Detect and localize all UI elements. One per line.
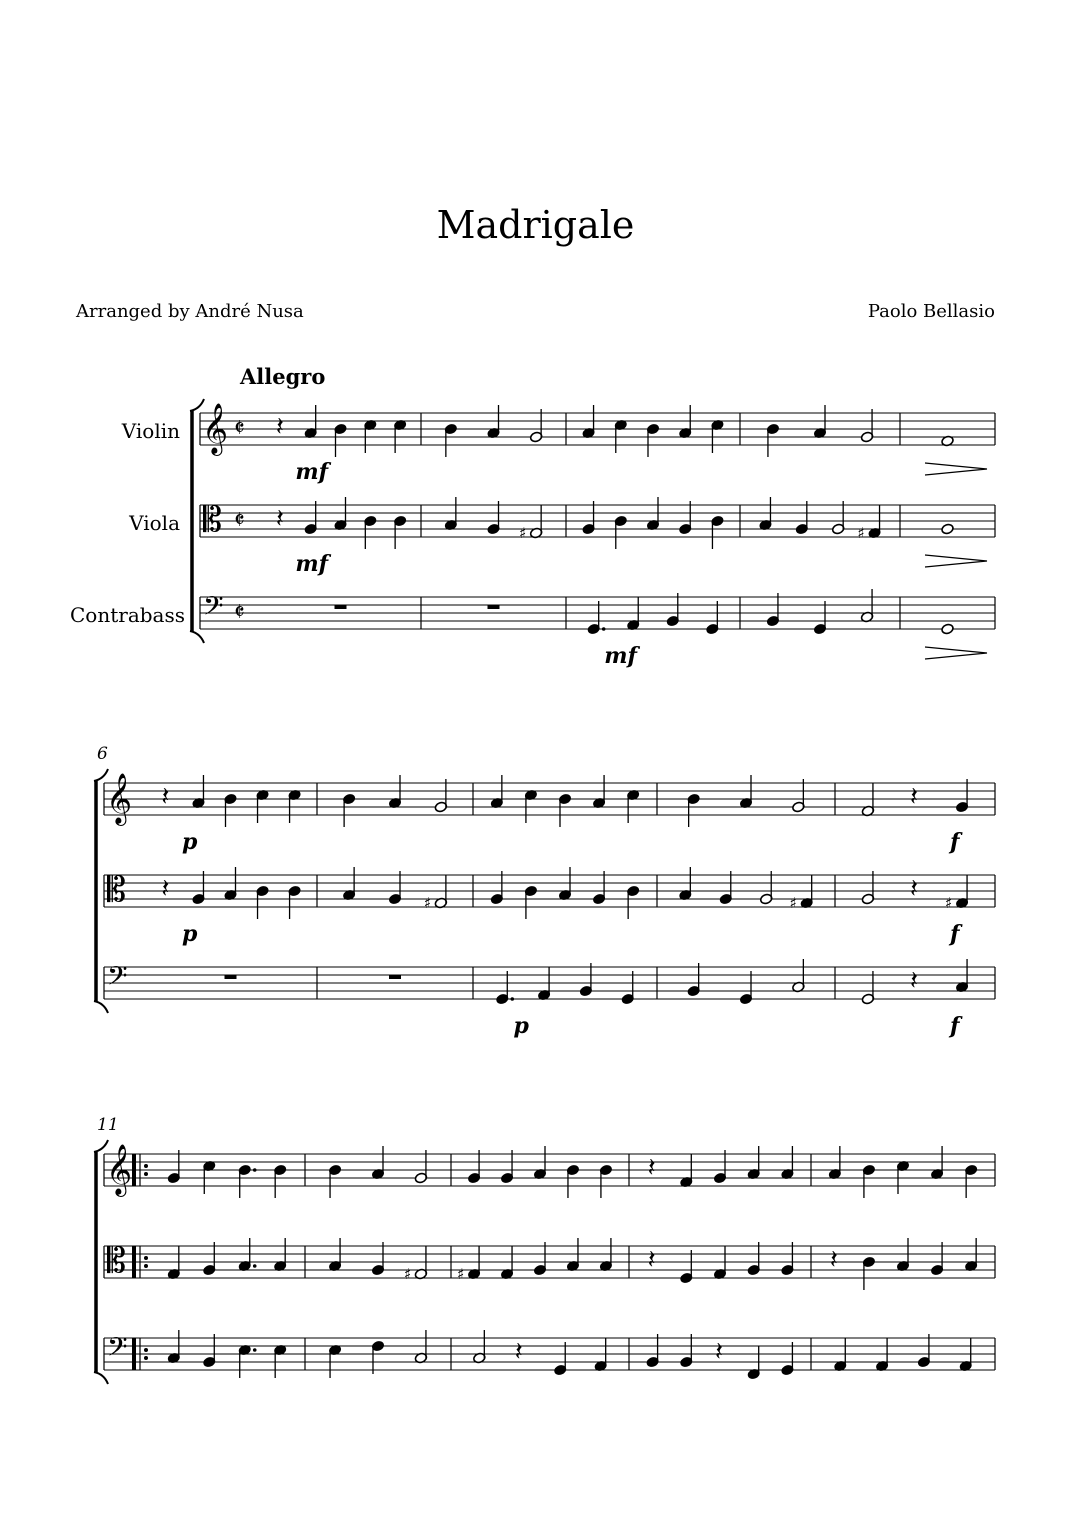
note-s1-st1-m4-2-sharp: ♯: [945, 894, 953, 912]
composer-credit: Paolo Bellasio: [867, 301, 995, 322]
whole-rest-icon: [488, 605, 500, 609]
repeat-dot: [144, 1164, 148, 1168]
dynamic-marking: mf: [604, 643, 638, 669]
quarter-rest-icon: 𝄽: [829, 1245, 838, 1275]
note-s1-st1-m1-2-sharp: ♯: [423, 894, 432, 912]
cut-time-icon: 𝄵: [234, 598, 245, 626]
quarter-rest-icon: 𝄽: [647, 1153, 656, 1183]
dynamic-marking: p: [513, 1013, 529, 1039]
note-s0-st1-m1-2-sharp: ♯: [519, 524, 527, 542]
measure-number-6: 6: [97, 744, 108, 764]
repeat-dot: [144, 1348, 148, 1352]
instrument-name-viola: Viola: [129, 511, 180, 535]
whole-rest-icon: [225, 975, 237, 979]
repeat-dot: [144, 1356, 148, 1360]
note-s2-st1-m0-2-dot: [253, 1264, 257, 1268]
bracket-bottom-hook: [190, 631, 204, 643]
diminuendo-hairpin: [925, 555, 987, 567]
note-s2-st2-m0-2-dot: [253, 1348, 257, 1352]
quarter-rest-icon: 𝄽: [910, 874, 918, 904]
treble-clef-icon: 𝄞: [202, 403, 229, 454]
note-s0-st1-m3-3-sharp: ♯: [857, 524, 865, 542]
dynamic-marking: mf: [295, 459, 329, 485]
dynamic-marking: f: [950, 1013, 960, 1039]
repeat-dot: [144, 1256, 148, 1260]
dynamic-marking: p: [182, 921, 198, 947]
instrument-name-violin: Violin: [121, 419, 180, 443]
note-s1-st2-m2-0-dot: [510, 997, 514, 1001]
quarter-rest-icon: 𝄽: [161, 874, 170, 904]
note-s0-st1-m4-0: [941, 523, 954, 535]
dynamic-marking: p: [182, 829, 198, 855]
quarter-rest-icon: 𝄽: [910, 966, 918, 996]
note-s1-st1-m3-3-sharp: ♯: [789, 894, 797, 912]
dynamic-marking: mf: [295, 551, 329, 577]
repeat-dot: [144, 1264, 148, 1268]
note-s2-st1-m2-0-sharp: ♯: [457, 1265, 465, 1283]
quarter-rest-icon: 𝄽: [514, 1337, 523, 1367]
alto-clef-icon: 𝄡: [107, 1241, 126, 1281]
note-s0-st2-m2-0-dot: [602, 627, 606, 631]
note-s0-st2-m4-0: [941, 623, 954, 635]
quarter-rest-icon: 𝄽: [715, 1337, 723, 1367]
note-s2-st1-m1-2-sharp: ♯: [403, 1265, 412, 1283]
quarter-rest-icon: 𝄽: [910, 782, 918, 812]
bracket-bottom-hook: [94, 1001, 108, 1013]
score-title: Madrigale: [436, 203, 635, 247]
cut-time-icon: 𝄵: [234, 414, 245, 442]
treble-clef-icon: 𝄞: [106, 773, 133, 824]
bracket-bottom-hook: [94, 1372, 108, 1384]
instrument-name-contrabass: Contrabass: [70, 603, 185, 627]
quarter-rest-icon: 𝄽: [161, 782, 170, 812]
alto-clef-icon: 𝄡: [107, 870, 126, 910]
alto-clef-icon: 𝄡: [203, 500, 222, 540]
note-s2-st0-m0-2-dot: [253, 1168, 257, 1172]
whole-rest-icon: [335, 605, 347, 609]
diminuendo-hairpin: [925, 647, 987, 659]
cut-time-icon: 𝄵: [234, 506, 245, 534]
measure-number-11: 11: [97, 1115, 119, 1135]
bass-clef-icon: 𝄢: [203, 590, 224, 628]
arranger-credit: Arranged by André Nusa: [76, 301, 304, 322]
tempo-marking: Allegro: [240, 364, 326, 389]
bass-clef-icon: 𝄢: [107, 1331, 128, 1369]
dynamic-marking: f: [950, 829, 960, 855]
bass-clef-icon: 𝄢: [107, 960, 128, 998]
quarter-rest-icon: 𝄽: [647, 1245, 656, 1275]
dynamic-marking: f: [950, 921, 960, 947]
treble-clef-icon: 𝄞: [106, 1144, 133, 1195]
repeat-dot: [144, 1172, 148, 1176]
quarter-rest-icon: 𝄽: [275, 412, 284, 442]
quarter-rest-icon: 𝄽: [275, 504, 284, 534]
whole-rest-icon: [389, 975, 401, 979]
diminuendo-hairpin: [925, 463, 987, 475]
